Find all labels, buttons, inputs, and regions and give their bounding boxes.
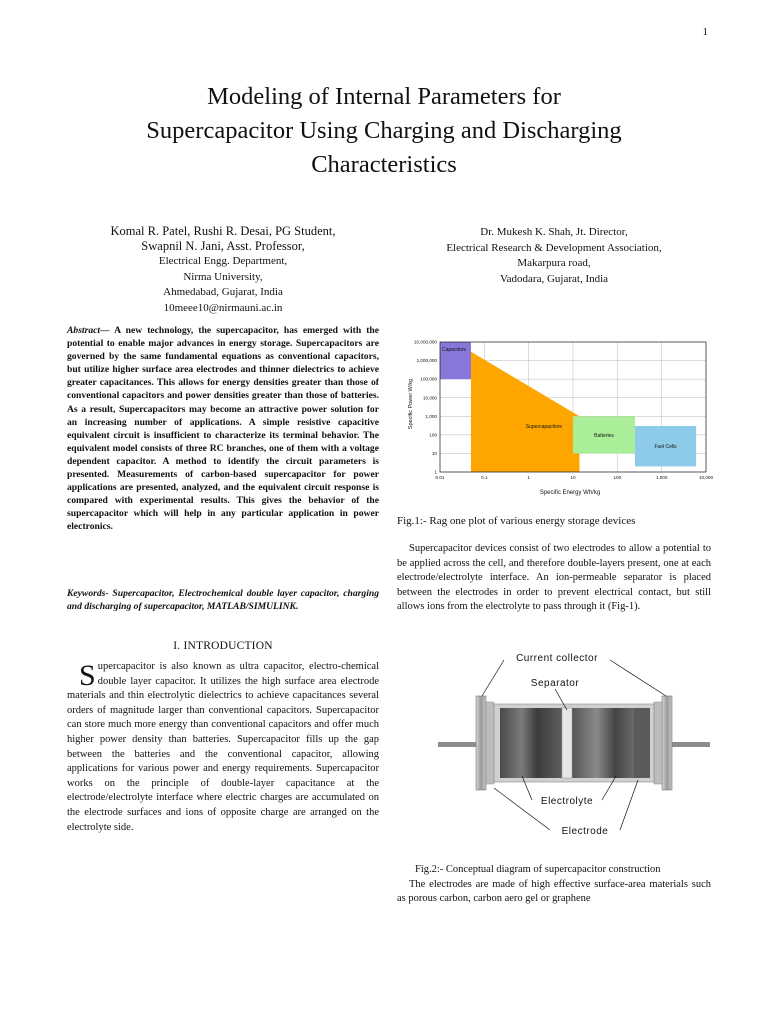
- left-current-collector: [476, 696, 486, 790]
- intro-paragraph: [67, 660, 379, 835]
- figure-2-caption-text: Fig.2:- Conceptual diagram of supercapacitor construction: [415, 864, 661, 875]
- label-electrode: Electrode: [561, 826, 609, 837]
- author-department: Electrical Engg. Department,: [158, 255, 288, 267]
- author-city: Ahmedabad, Gujarat, India: [163, 286, 283, 298]
- section-heading: I. INTRODUCTION: [173, 640, 273, 652]
- title-line: Characteristics: [311, 151, 457, 178]
- x-tick-label: 100: [613, 475, 622, 480]
- y-tick-label: 1,000: [425, 413, 437, 419]
- figure-1-caption: Fig.1:- Rag one plot of various energy storage devices: [397, 515, 636, 527]
- page-number: 1: [702, 26, 708, 38]
- region-batteries-label: Batteries: [594, 432, 614, 439]
- author-block-left: [67, 224, 379, 316]
- x-tick-label: 1,000: [655, 475, 668, 480]
- author-block-right: [397, 225, 711, 287]
- region-fuel-cells-label: Fuel Cells: [654, 444, 677, 451]
- supercapacitor-diagram: [438, 648, 710, 840]
- region-supercapacitors-label: Supercapacitors: [525, 423, 562, 430]
- body-paragraph: Supercapacitor devices consist of two electrodes to allow a potential to be applied across the cell, and therefore double-layers present, one at each electrode/electrolyte interface. An ion-permeable separator is placed between the electrodes in order to prevent electrical contact, but still allows ions from the electrolyte to pass through it (Fig-1).: [397, 543, 711, 613]
- left-lead-wire: [438, 742, 476, 747]
- ragone-chart: [400, 334, 716, 500]
- y-tick-label: 10,000,000: [414, 339, 437, 345]
- label-electrolyte: Electrolyte: [540, 796, 594, 807]
- author-names: Dr. Mukesh K. Shah, Jt. Director,: [480, 226, 628, 238]
- x-axis-label: Specific Energy Wh/kg: [539, 490, 601, 496]
- region-capacitors-label: Capacitors: [442, 347, 466, 353]
- figure-2-caption: [397, 863, 711, 907]
- y-tick-label: 100,000: [420, 376, 437, 382]
- label-separator: Separator: [530, 678, 580, 689]
- region-supercapacitors: [471, 352, 579, 472]
- y-axis-label: Specific Power W/kg: [408, 378, 414, 430]
- abstract: [67, 324, 379, 534]
- body-paragraph: The electrodes are made of high effective surface-area materials such as porous carbon, carbon aero gel or graphene: [397, 878, 711, 905]
- abstract-body: A new technology, the supercapacitor, has emerged with the potential to enable major advances in energy storage. Supercapacitors are governed by the same fundamental equations as conventional capacitors, but utilize higher surface area electrodes and thinner dielectrics to achieve greater capacitances. This allows for energy densities greater than those of conventional capacitors and power densities greater than those of batteries. As a result, Supercapacitors may become an attractive power solution for an increasing number of applications. A simple resistive capacitive equivalent circuit is insufficient to characterize its terminal behavior. The equivalent model consists of three RC branches, one of them with a voltage dependent capacitor. A method to identify the circuit parameters is presented. Measurements of carbon-based supercapacitor for power applications are presented, analyzed, and the equivalent circuit response is compared with experimental results. This gives the behavior of the supercapacitor which will help in any particular application in power electronics.: [67, 325, 379, 533]
- author-organization: Electrical Research & Development Association,: [446, 241, 662, 254]
- author-city: Vadodara, Gujarat, India: [499, 272, 609, 285]
- right-electrode: [572, 708, 634, 778]
- title-line: Modeling of Internal Parameters for: [207, 83, 561, 110]
- y-tick-label: 1,000,000: [416, 358, 437, 364]
- abstract-lead: Abstract—: [67, 325, 110, 336]
- separator: [562, 708, 572, 778]
- keywords: Keywords- Supercapacitor, Electrochemical double layer capacitor, charging and discharging of supercapacitor, MATLAB/SIMULINK.: [67, 588, 379, 613]
- author-names: Komal R. Patel, Rushi R. Desai, PG Student,: [110, 224, 336, 238]
- y-tick-label: 1: [434, 469, 437, 475]
- x-tick-label: 0.1: [481, 475, 488, 480]
- x-tick-label: 10,000: [698, 475, 714, 480]
- right-lead-wire: [672, 742, 710, 747]
- intro-body: upercapacitor is also known as ultra capacitor, electro-chemical double layer capacitor. It utilizes the high surface area electrode materials and thin electrolytic dielectrics to achieve capacitances several orders of magnitude larger than conventional capacitors. Supercapacitor can store much more energy than conventional capacitors and offer much higher power density than batteries. Supercapacitor fills up the gap between the batteries and the conventional capacitor, allowing applications for various power and energy requirements. Supercapacitor works on the principle of double-layer capacitance at the electrode/electrolyte interface where electric charges are accumulated on the electrode surfaces and ions of opposite charge are arranged on the electrolyte side.: [67, 661, 379, 833]
- right-electrode-edge: [634, 708, 650, 778]
- left-electrode: [500, 708, 562, 778]
- author-university: Nirma University,: [183, 270, 263, 283]
- x-tick-label: 0.01: [435, 475, 445, 480]
- left-collector-inner: [486, 702, 494, 784]
- x-tick-label: 10: [570, 475, 576, 480]
- title-line: Supercapacitor Using Charging and Discharging: [146, 117, 622, 144]
- right-collector-inner: [654, 702, 662, 784]
- label-current-collector: Current collector: [516, 653, 598, 664]
- paper-title: [60, 80, 708, 182]
- author-address: Makarpura road,: [517, 257, 591, 269]
- y-tick-label: 100: [429, 432, 437, 438]
- drop-cap: S: [79, 659, 96, 692]
- author-names: Swapnil N. Jani, Asst. Professor,: [141, 239, 305, 253]
- x-tick-label: 1: [527, 475, 530, 480]
- y-tick-label: 10: [431, 451, 437, 457]
- author-email: 10meee10@nirmauni.ac.in: [163, 301, 283, 314]
- right-current-collector: [662, 696, 672, 790]
- y-tick-label: 10,000: [422, 395, 437, 401]
- chart-regions: [440, 342, 696, 472]
